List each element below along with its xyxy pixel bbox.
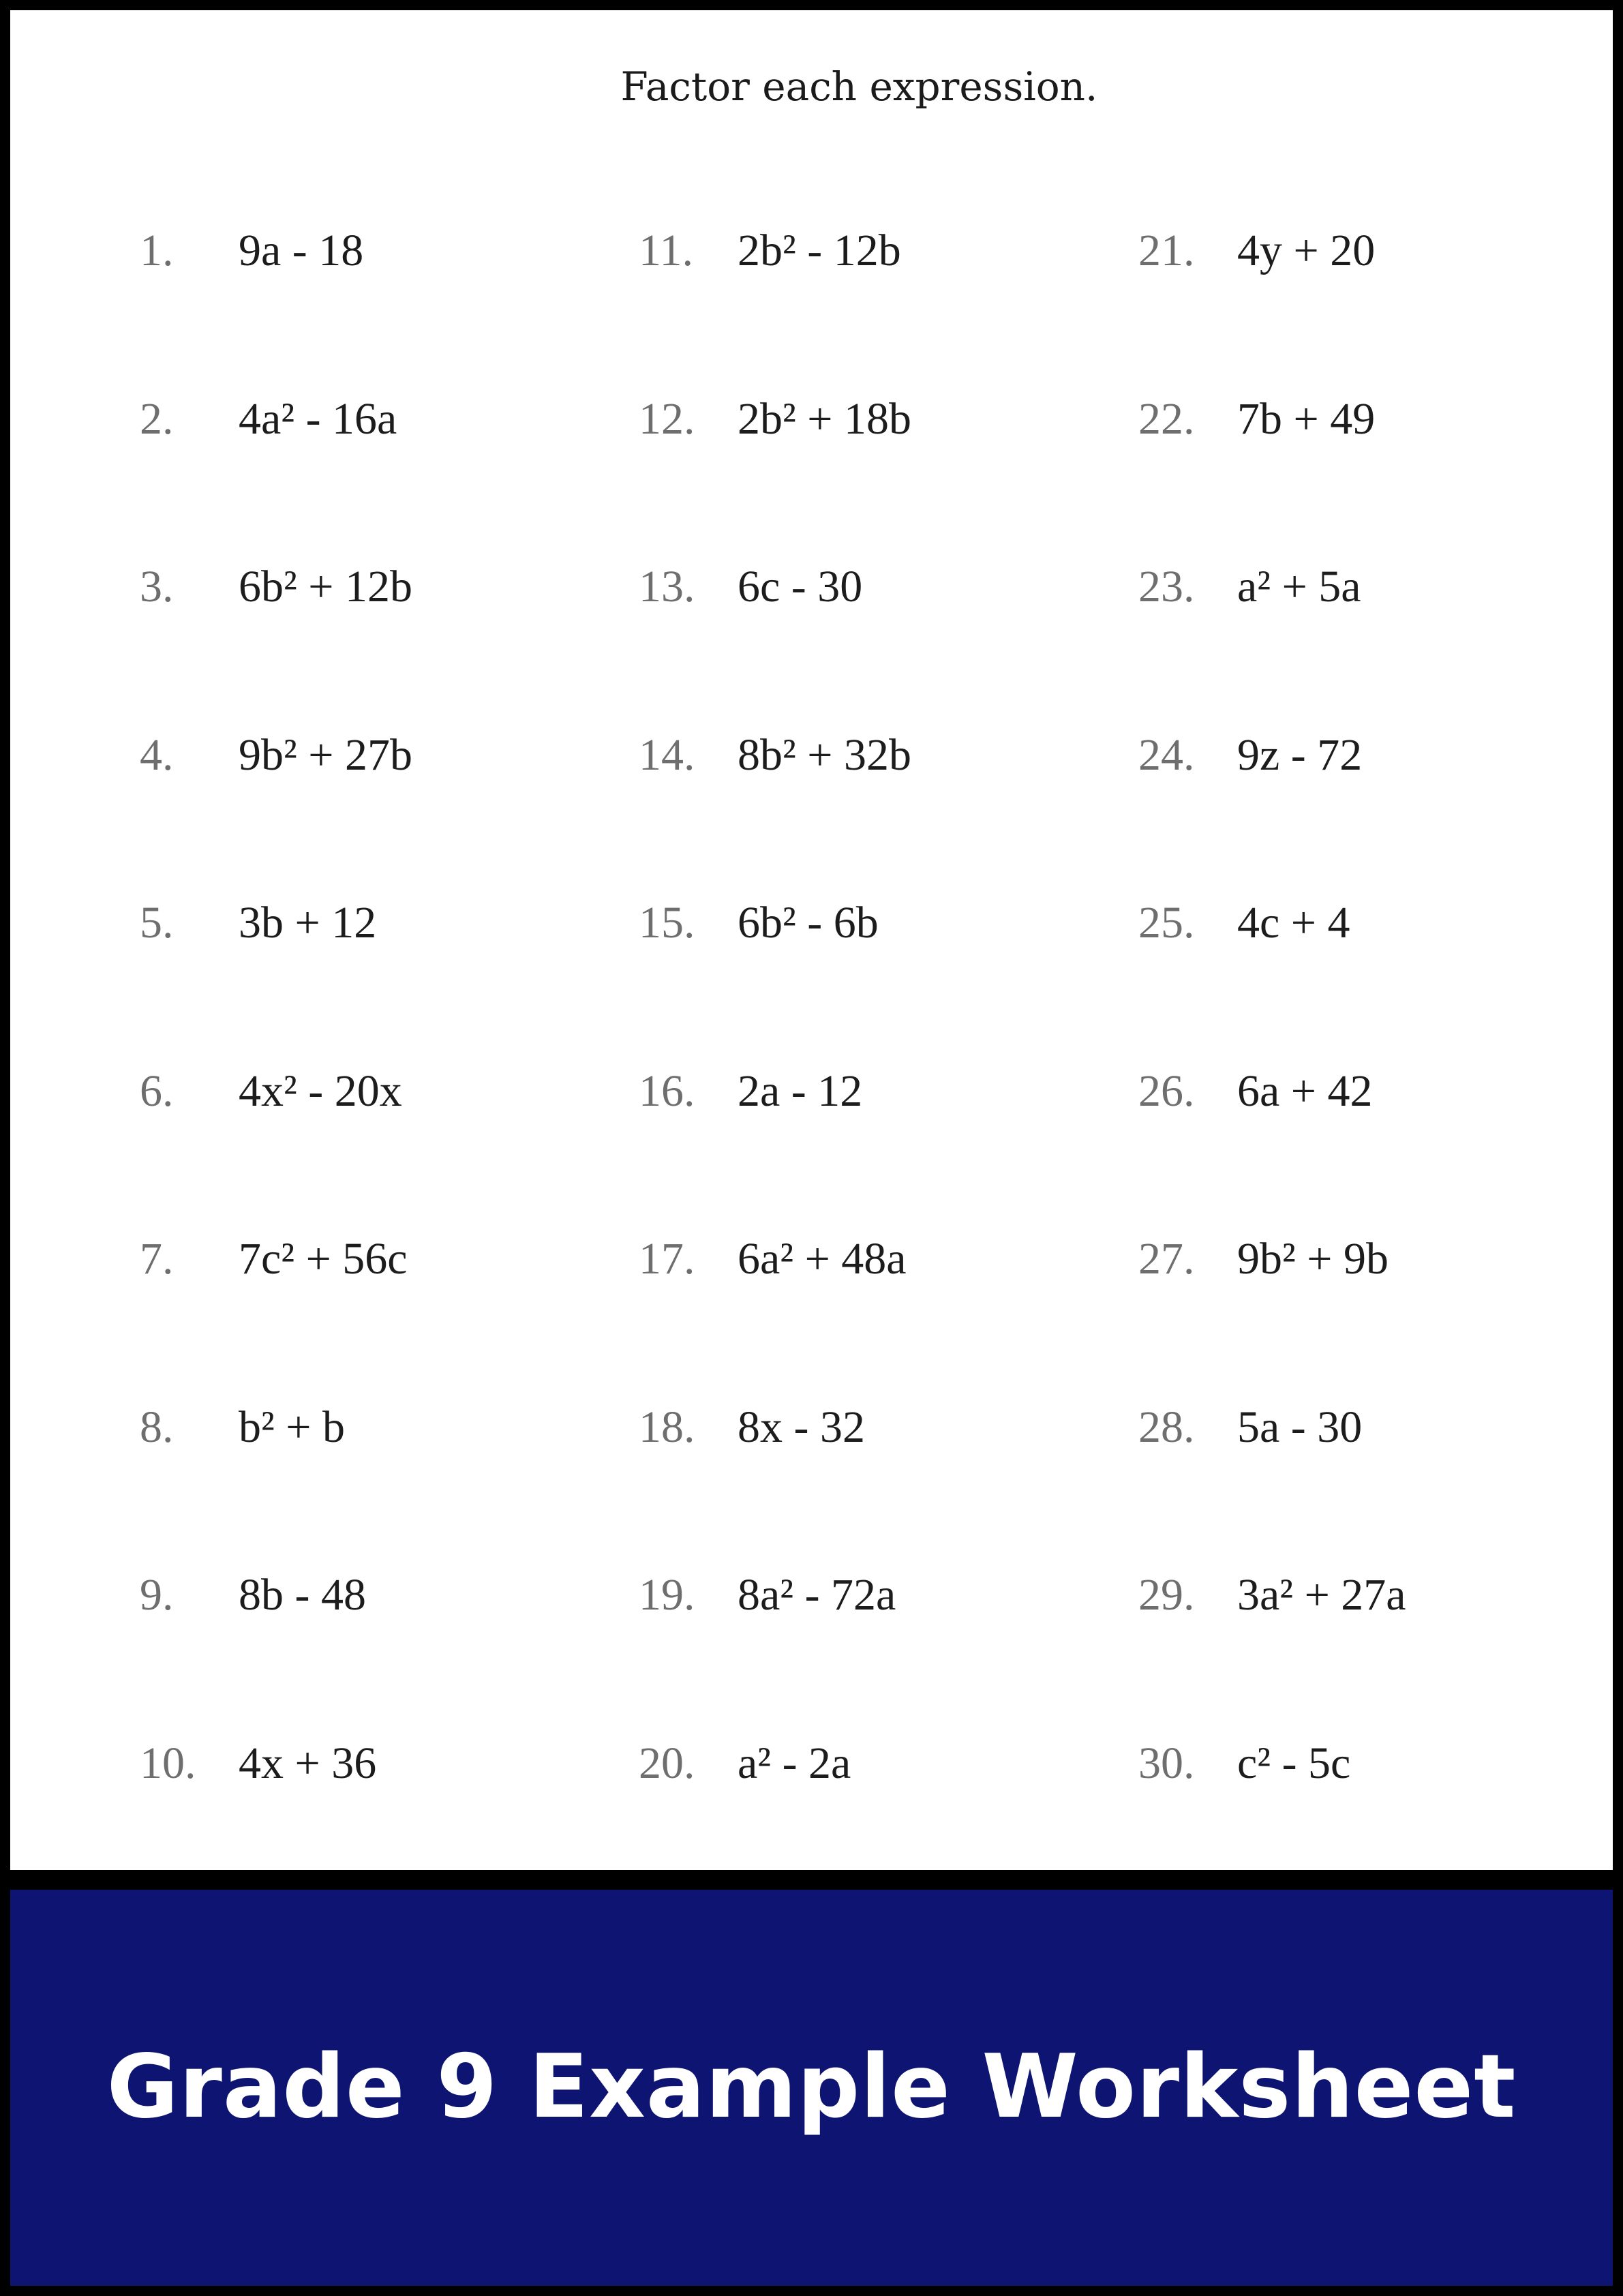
problem-expression: 2a - 12	[738, 1066, 863, 1116]
problem-expression: 8b² + 32b	[738, 730, 912, 780]
problem-expression: 2b² + 18b	[738, 394, 912, 444]
problem-expression: 2b² - 12b	[738, 226, 901, 275]
problem-number: 7.	[140, 1234, 174, 1284]
problem-expression: a² + 5a	[1237, 562, 1361, 611]
problem-number: 1.	[140, 226, 174, 275]
problem-number: 22.	[1138, 394, 1195, 444]
problem-expression: 9a - 18	[239, 226, 364, 275]
problem-expression: 3b + 12	[239, 898, 377, 948]
problem-number: 4.	[140, 730, 174, 780]
problem-number: 5.	[140, 898, 174, 948]
problem-number: 10.	[140, 1738, 196, 1788]
problem-number: 24.	[1138, 730, 1195, 780]
worksheet-page	[10, 10, 1613, 1870]
problem-number: 6.	[140, 1066, 174, 1116]
problem-number: 23.	[1138, 562, 1195, 611]
problem-number: 30.	[1138, 1738, 1195, 1788]
problem-expression: 4x² - 20x	[239, 1066, 402, 1116]
problem-expression: b² + b	[239, 1402, 346, 1452]
problem-expression: 4y + 20	[1237, 226, 1376, 275]
problem-expression: 7c² + 56c	[239, 1234, 408, 1284]
problem-expression: 9b² + 27b	[239, 730, 413, 780]
title-banner	[10, 1890, 1613, 2286]
problem-number: 12.	[639, 394, 695, 444]
problem-number: 14.	[639, 730, 695, 780]
problem-number: 29.	[1138, 1570, 1195, 1620]
problem-number: 20.	[639, 1738, 695, 1788]
problem-number: 25.	[1138, 898, 1195, 948]
problem-expression: 6c - 30	[738, 562, 863, 611]
problem-number: 16.	[639, 1066, 695, 1116]
problem-expression: 8x - 32	[738, 1402, 865, 1452]
problem-number: 28.	[1138, 1402, 1195, 1452]
banner-title: Grade 9 Example Worksheet	[106, 2036, 1517, 2138]
problem-expression: 8b - 48	[239, 1570, 366, 1620]
problem-number: 18.	[639, 1402, 695, 1452]
problem-expression: 6a² + 48a	[738, 1234, 907, 1284]
problem-expression: c² - 5c	[1237, 1738, 1351, 1788]
problem-expression: 9b² + 9b	[1237, 1234, 1389, 1284]
problem-number: 11.	[639, 226, 694, 275]
problem-expression: 3a² + 27a	[1237, 1570, 1406, 1620]
problem-number: 8.	[140, 1402, 174, 1452]
problem-number: 21.	[1138, 226, 1195, 275]
problem-number: 15.	[639, 898, 695, 948]
problem-expression: 8a² - 72a	[738, 1570, 896, 1620]
problem-expression: 4x + 36	[239, 1738, 377, 1788]
problem-number: 19.	[639, 1570, 695, 1620]
problem-number: 13.	[639, 562, 695, 611]
problem-expression: 4c + 4	[1237, 898, 1350, 948]
problem-expression: 7b + 49	[1237, 394, 1376, 444]
problem-expression: 6b² - 6b	[738, 898, 879, 948]
problem-number: 26.	[1138, 1066, 1195, 1116]
problem-number: 17.	[639, 1234, 695, 1284]
problem-expression: a² - 2a	[738, 1738, 851, 1788]
problem-number: 27.	[1138, 1234, 1195, 1284]
problem-number: 9.	[140, 1570, 174, 1620]
problem-number: 3.	[140, 562, 174, 611]
problem-expression: 6a + 42	[1237, 1066, 1373, 1116]
problem-expression: 9z - 72	[1237, 730, 1363, 780]
problem-expression: 5a - 30	[1237, 1402, 1363, 1452]
problem-expression: 4a² - 16a	[239, 394, 397, 444]
problem-expression: 6b² + 12b	[239, 562, 413, 611]
problem-number: 2.	[140, 394, 174, 444]
worksheet-instruction: Factor each expression.	[620, 63, 1098, 110]
